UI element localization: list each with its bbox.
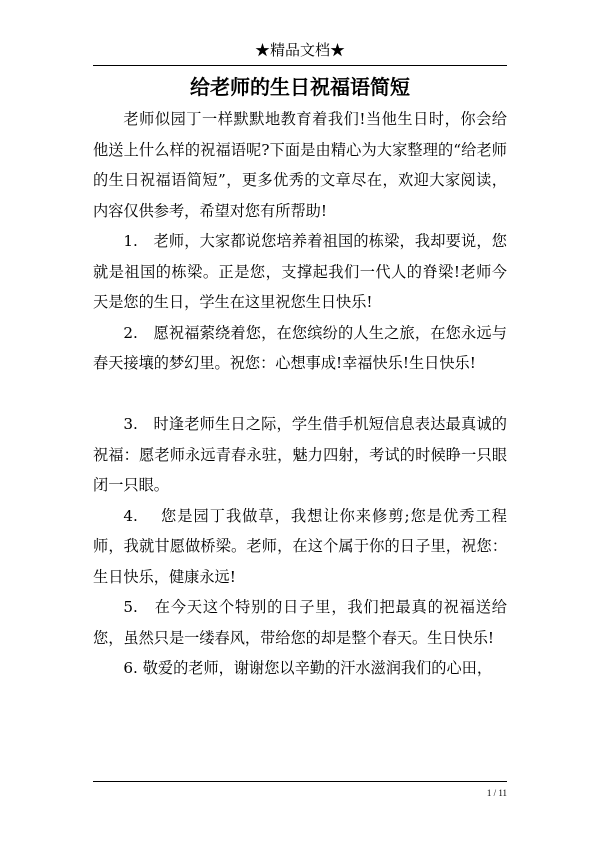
wish-item-1: 1. 老师，大家都说您培养着祖国的栋梁，我却要说，您就是祖国的栋梁。正是您，支撑起我们一代人的脊梁!老师今天是您的生日，学生在这里祝您生日快乐! (93, 232, 507, 311)
footer-divider (93, 781, 507, 782)
blank-line (93, 379, 507, 410)
document-body (93, 104, 507, 684)
wish-item-2: 2. 愿祝福萦绕着您，在您缤纷的人生之旅，在您永远与春天接壤的梦幻里。祝您：心想事成!幸福快乐!生日快乐! (93, 323, 507, 372)
wish-item-5: 5. 在今天这个特别的日子里，我们把最真的祝福送给您，虽然只是一缕春风，带给您的却是整个春天。生日快乐! (93, 598, 507, 647)
intro-paragraph: 老师似园丁一样默默地教育着我们!当他生日时，你会给他送上什么样的祝福语呢?下面是由精心为大家整理的“给老师的生日祝福语简短”，更多优秀的文章尽在，欢迎大家阅读，内容仅供参考，希望对您有所帮助! (93, 110, 507, 220)
page-header: ★精品文档★ (254, 41, 345, 59)
document-title: 给老师的生日祝福语简短 (190, 75, 410, 99)
header-divider (93, 65, 507, 66)
wish-item-3: 3. 时逢老师生日之际，学生借手机短信息表达最真诚的祝福：愿老师永远青春永驻，魅力四射，考试的时候睁一只眼闭一只眼。 (93, 415, 507, 494)
wish-item-6: 6. 敬爱的老师，谢谢您以辛勤的汗水滋润我们的心田， (123, 659, 493, 677)
wish-item-4: 4. 您是园丁我做草，我想让你来修剪;您是优秀工程师，我就甘愿做桥梁。老师，在这个属于你的日子里，祝您：生日快乐，健康永远! (93, 506, 507, 586)
page-number: 1 / 11 (486, 788, 507, 798)
